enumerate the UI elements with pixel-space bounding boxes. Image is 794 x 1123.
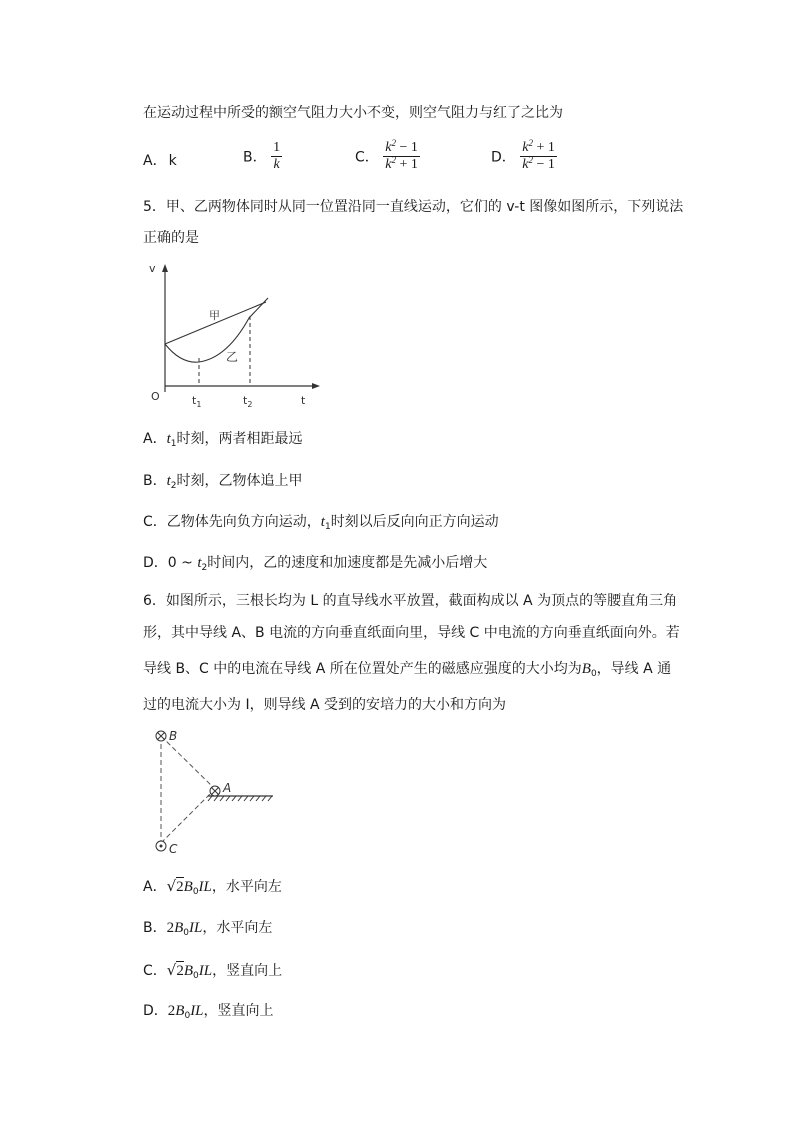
q5-option-d-label: D． bbox=[143, 555, 168, 571]
q5-option-a-subscript: 1 bbox=[170, 439, 177, 449]
q6-option-a-text: ，水平向左 bbox=[211, 879, 282, 895]
q6-option-a-label: A． bbox=[143, 879, 167, 895]
q4-option-d-denominator bbox=[520, 157, 557, 173]
q6-option-d-text: ，竖直向上 bbox=[203, 1003, 274, 1019]
q5-option-d-text: 时间内，乙的速度和加速度都是先减小后增大 bbox=[207, 555, 488, 571]
q5-option-a-text: 时刻，两者相距最远 bbox=[176, 431, 303, 447]
q5-option-c-pre: 乙物体先向负方向运动， bbox=[166, 514, 321, 530]
q5-option-d bbox=[143, 553, 487, 578]
q5-v-axis-arrow bbox=[162, 264, 168, 272]
q4-option-c bbox=[355, 140, 420, 173]
q6-option-c-root: √ bbox=[166, 961, 177, 979]
q4-stem-tail: 在运动过程中所受的额空气阻力大小不变，则空气阻力与红了之比为 bbox=[143, 105, 563, 121]
q6-option-b-text: ，水平向左 bbox=[202, 920, 273, 936]
q5-t1-symbol: t bbox=[192, 394, 197, 407]
q6-stem-line-3 bbox=[143, 659, 671, 684]
q6-option-c-symbol: B bbox=[183, 963, 194, 979]
q6-stem-line-3-post: ，导线 A 通 bbox=[596, 661, 672, 677]
q6-option-b-coef: 2 bbox=[166, 920, 175, 936]
q6-dashed-c-to-a bbox=[161, 789, 215, 843]
q4-option-d-den-rest: − 1 bbox=[532, 157, 555, 172]
q4-option-c-num-exp: 2 bbox=[391, 138, 396, 148]
q6-option-b-subscript: 0 bbox=[183, 928, 190, 938]
q5-origin-label: O bbox=[151, 390, 160, 403]
q5-t1-label bbox=[192, 394, 201, 409]
q5-option-b-text: 时刻，乙物体追上甲 bbox=[176, 473, 303, 489]
q6-option-c-label: C． bbox=[143, 963, 167, 979]
q4-option-c-den-rest: + 1 bbox=[395, 157, 418, 172]
q6-label-a: A bbox=[223, 781, 232, 795]
q4-option-c-label: C． bbox=[355, 149, 379, 166]
q5-option-c-symbol: t bbox=[320, 514, 325, 530]
q5-option-b-subscript: 2 bbox=[170, 481, 177, 491]
q4-option-b bbox=[243, 140, 282, 173]
q6-option-b-label: B． bbox=[143, 920, 167, 936]
q6-option-c-subscript: 0 bbox=[193, 971, 199, 981]
q6-stem-b0-subscript: 0 bbox=[590, 669, 597, 679]
q6-label-c: C bbox=[169, 842, 178, 856]
q4-option-b-fraction bbox=[271, 140, 282, 173]
q6-option-b-symbol: B bbox=[174, 920, 184, 936]
q5-option-c-text: 时刻以后反向向正方向运动 bbox=[330, 514, 499, 530]
q6-label-b: B bbox=[169, 729, 178, 743]
q6-option-c-text: ，竖直向上 bbox=[212, 963, 283, 979]
q6-option-d-subscript: 0 bbox=[184, 1011, 191, 1021]
q4-option-a bbox=[143, 150, 177, 170]
q5-t2-label bbox=[243, 394, 252, 409]
q4-option-d-den-base: k bbox=[522, 157, 529, 172]
q5-option-b bbox=[143, 471, 303, 496]
q4-option-d-num-base: k bbox=[522, 140, 529, 155]
q4-option-a-label: A． bbox=[143, 153, 167, 169]
q4-option-b-numerator: 1 bbox=[273, 140, 281, 155]
q5-option-b-label: B． bbox=[143, 473, 167, 489]
q6-stem-line-4: 过的电流大小为 I，则导线 A 受到的安培力的大小和方向为 bbox=[143, 697, 507, 713]
q6-option-c bbox=[143, 960, 282, 986]
q6-stem-b0-symbol: B bbox=[581, 661, 591, 677]
q5-vt-graph bbox=[143, 258, 333, 413]
q5-option-a-label: A． bbox=[143, 431, 167, 447]
q6-option-d-label: D． bbox=[143, 1003, 168, 1019]
q4-option-d-fraction bbox=[520, 140, 557, 173]
q5-t-axis-label: t bbox=[301, 394, 306, 407]
q4-option-c-num-base: k bbox=[385, 140, 392, 155]
q4-option-b-label: B． bbox=[243, 149, 267, 166]
q4-option-d-num-rest: + 1 bbox=[532, 140, 555, 155]
q5-option-d-symbol: t bbox=[197, 555, 202, 571]
q5-option-d-pre: 0 ~ bbox=[167, 555, 198, 571]
q4-option-d-num-exp: 2 bbox=[528, 138, 533, 148]
q5-option-a bbox=[143, 429, 302, 454]
q6-stem-line-1: 6．如图所示，三根长均为 L 的直导线水平放置，截面构成以 A 为顶点的等腰直角三角 bbox=[143, 593, 678, 609]
q6-option-d bbox=[143, 1001, 274, 1026]
q5-stem-line-1: 5．甲、乙两物体同时从同一位置沿同一直线运动，它们的 v-t 图像如图所示，下列说法 bbox=[143, 199, 684, 215]
q6-option-a-subscript: 0 bbox=[192, 887, 199, 897]
q6-option-b bbox=[143, 918, 272, 943]
q6-option-c-tail: IL bbox=[198, 963, 213, 979]
q5-t-axis-arrow bbox=[312, 383, 320, 389]
q4-option-c-den-exp: 2 bbox=[391, 155, 396, 165]
q6-option-b-tail: IL bbox=[189, 920, 203, 936]
q5-t2-symbol: t bbox=[243, 394, 248, 407]
q6-option-a-tail: IL bbox=[198, 879, 212, 895]
q6-option-c-root-arg: 2 bbox=[176, 963, 184, 979]
q5-option-c-subscript: 1 bbox=[324, 522, 331, 532]
q5-option-a-symbol: t bbox=[166, 431, 171, 447]
q4-option-b-denominator: k bbox=[273, 157, 280, 172]
q5-option-d-subscript: 2 bbox=[201, 563, 208, 573]
q6-option-a-symbol: B bbox=[183, 879, 193, 895]
q4-option-a-value: k bbox=[168, 153, 177, 169]
q6-hatch-marks bbox=[208, 796, 272, 801]
q5-option-c bbox=[143, 512, 499, 537]
q5-stem-line-2: 正确的是 bbox=[143, 230, 199, 246]
q4-option-c-numerator bbox=[383, 140, 420, 157]
q6-stem-line-3-pre: 导线 B、C 中的电流在导线 A 所在位置处产生的磁感应强度的大小均为 bbox=[143, 661, 582, 677]
q6-option-a-root-arg: 2 bbox=[176, 879, 184, 895]
q6-option-d-symbol: B bbox=[175, 1003, 185, 1019]
q4-option-d-label: D． bbox=[491, 149, 516, 166]
q6-option-d-tail: IL bbox=[190, 1003, 204, 1019]
q5-label-jia: 甲 bbox=[209, 309, 220, 322]
q4-option-d-numerator bbox=[520, 140, 557, 157]
q6-wire-b-into-page-icon bbox=[156, 731, 166, 741]
q4-option-c-denominator bbox=[383, 157, 420, 173]
q4-option-d-den-exp: 2 bbox=[528, 155, 533, 165]
q6-stem-line-2: 形，其中导线 A、B 电流的方向垂直纸面向里，导线 C 中电流的方向垂直纸面向外。若 bbox=[143, 625, 680, 641]
q5-v-axis-label: v bbox=[149, 262, 156, 275]
q4-option-c-num-rest: − 1 bbox=[395, 140, 418, 155]
q4-option-d bbox=[491, 140, 557, 173]
q6-option-d-coef: 2 bbox=[167, 1003, 176, 1019]
q4-option-c-den-base: k bbox=[385, 157, 392, 172]
q5-t2-subscript: 2 bbox=[247, 400, 253, 409]
q6-wire-a-into-page-icon bbox=[210, 786, 220, 796]
q5-label-yi: 乙 bbox=[226, 350, 239, 364]
q6-wire-c-out-of-page-icon bbox=[156, 841, 166, 851]
q6-wires-figure bbox=[148, 725, 278, 857]
q5-option-b-symbol: t bbox=[166, 473, 171, 489]
q4-option-c-fraction bbox=[383, 140, 420, 173]
q6-option-a-root: √ bbox=[166, 877, 177, 895]
q5-t1-subscript: 1 bbox=[196, 400, 202, 409]
q6-option-a bbox=[143, 876, 282, 902]
q5-option-c-label: C． bbox=[143, 514, 167, 530]
q6-dashed-b-to-a bbox=[161, 736, 215, 789]
